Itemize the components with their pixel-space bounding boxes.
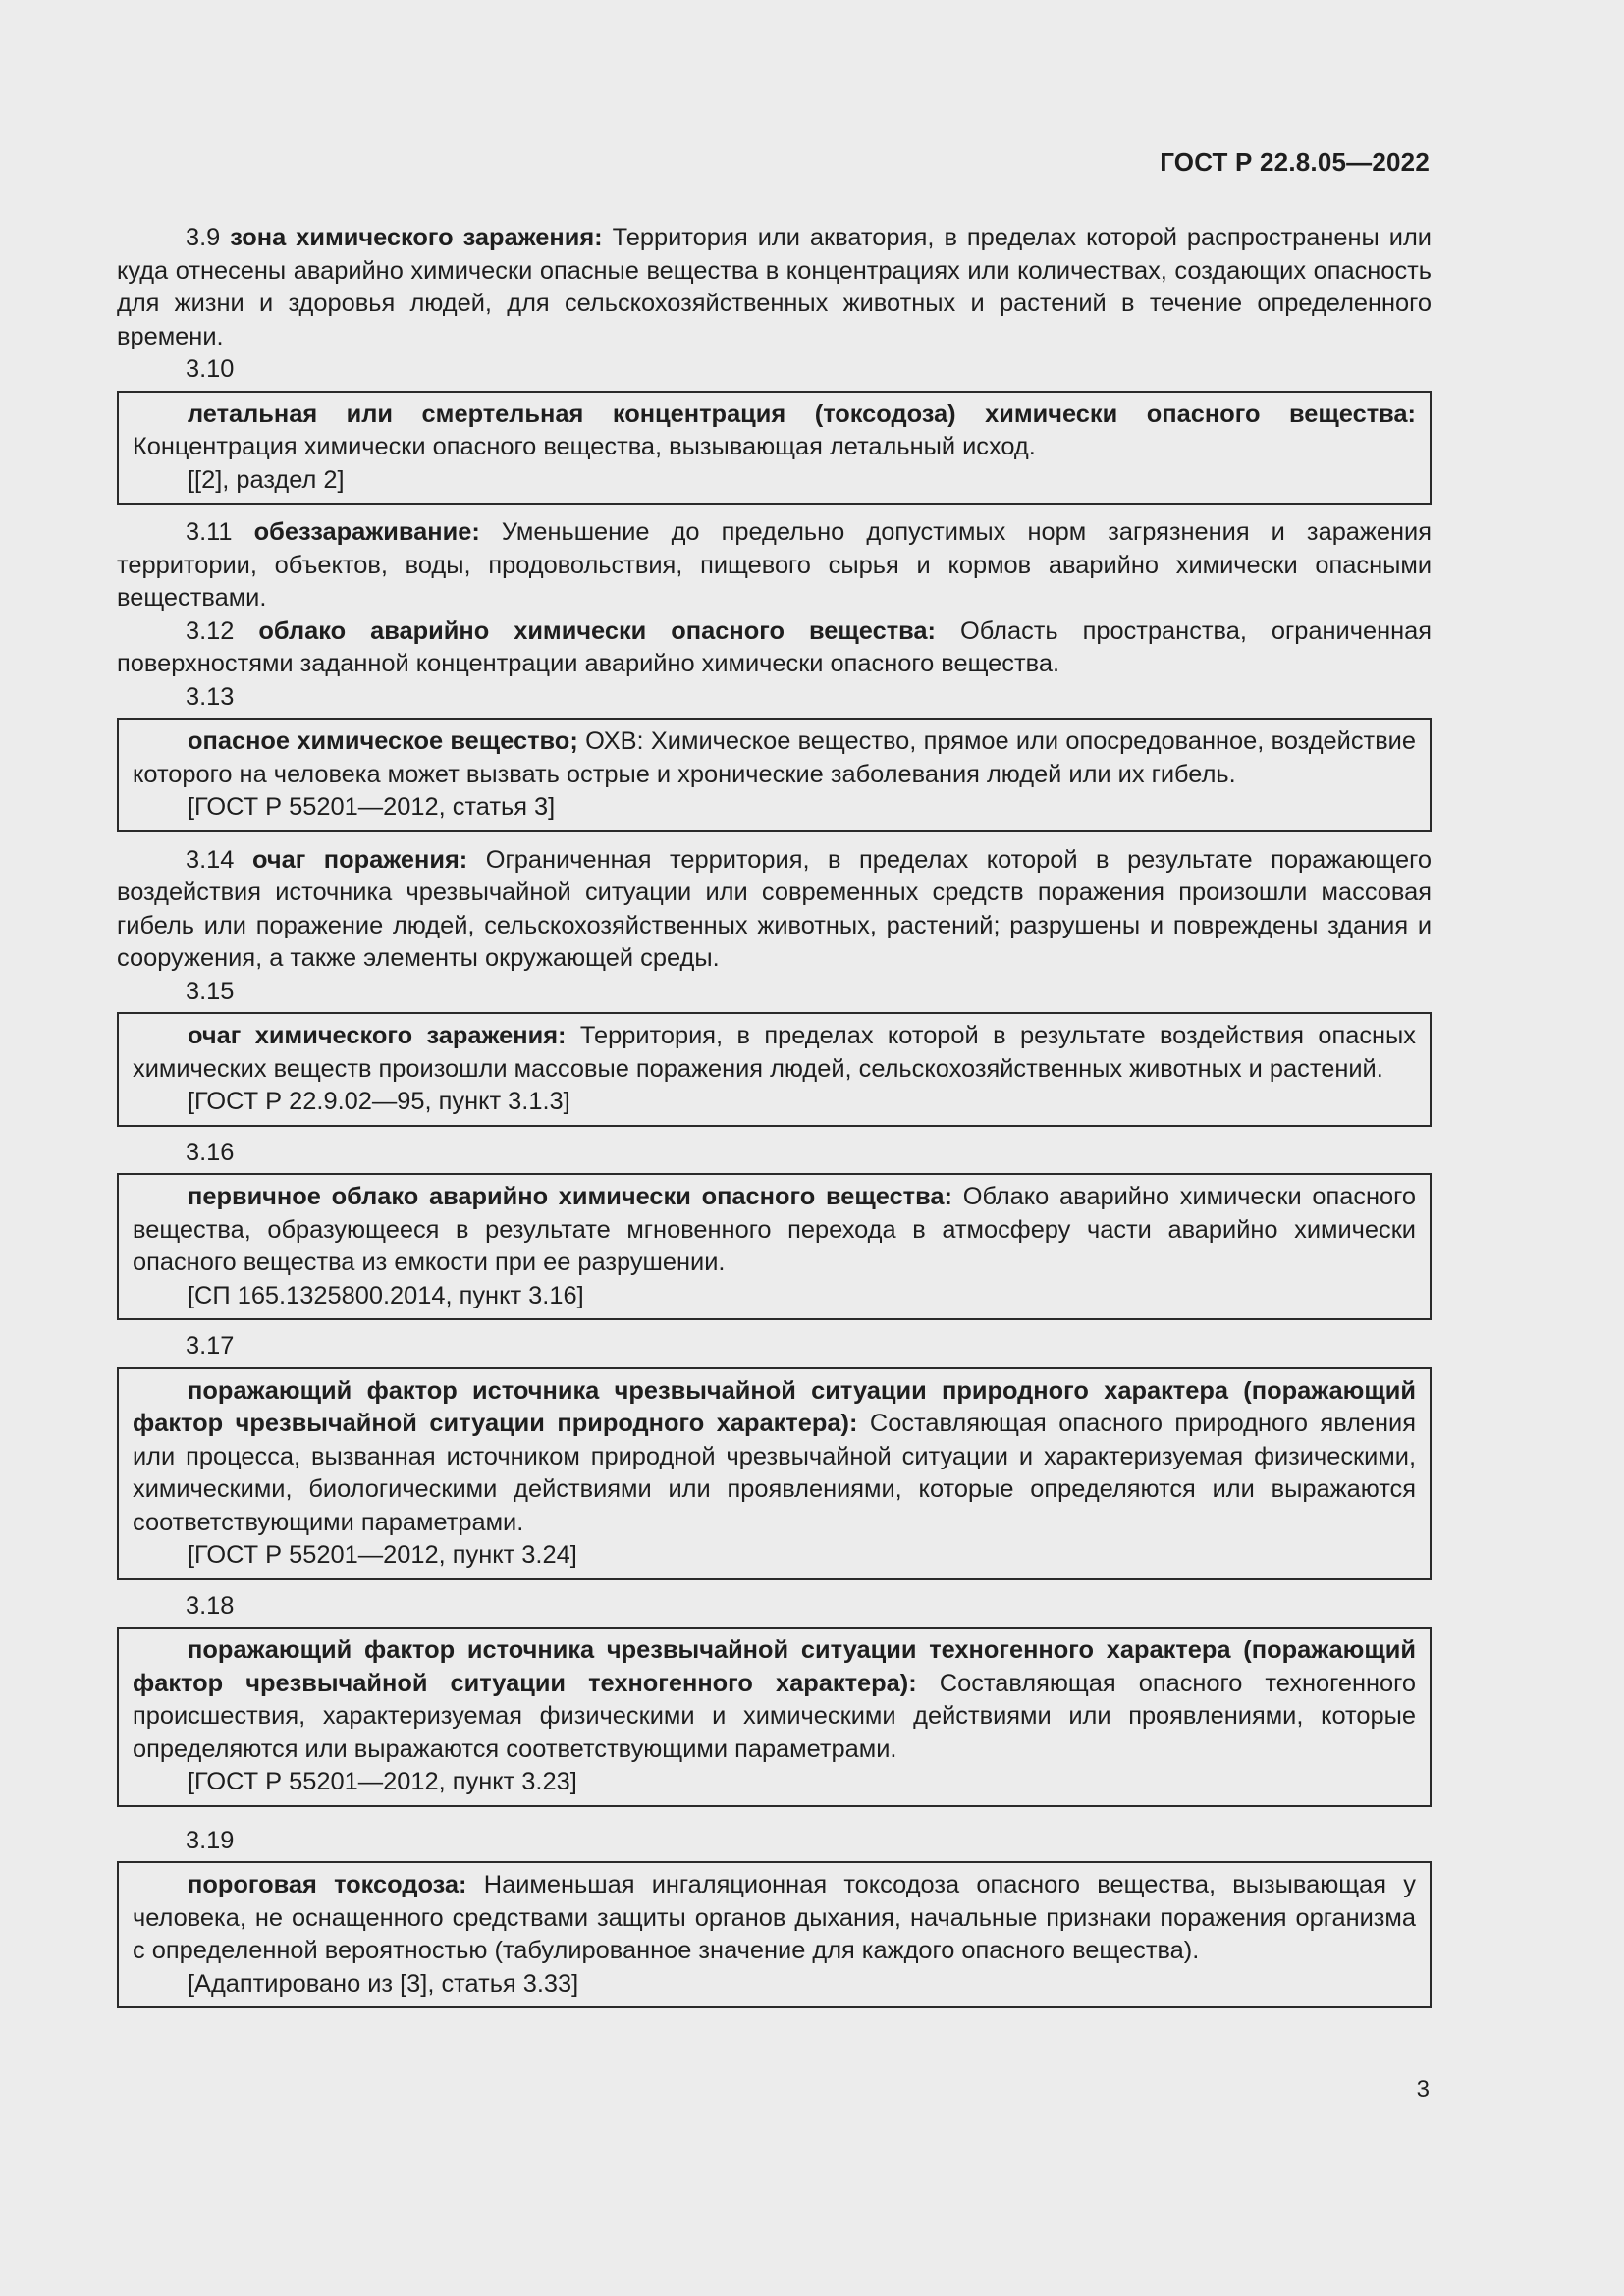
term-title: облако аварийно химически опасного вещества:	[258, 616, 936, 645]
term-box-3-19: пороговая токсодоза: Наименьшая ингаляционная токсодоза опасного вещества, вызывающая у человека, не оснащенного средствами защиты органов дыхания, начальные признаки поражения организма с определенной вероятностью (табулированное значение для каждого опасного вещества). [Адаптировано из [3], статья 3.33]	[117, 1861, 1432, 2008]
term-title: опасное химическое вещество;	[188, 727, 578, 755]
term-box-3-16: первичное облако аварийно химически опасного вещества: Облако аварийно химически опасного вещества, образующееся в результате мгновенного перехода в атмосферу части аварийно химически опасного вещества из емкости при ее разрушении. [СП 165.1325800.2014, пункт 3.16]	[117, 1173, 1432, 1320]
term-title: обеззараживание:	[253, 518, 480, 546]
term-box-3-13: опасное химическое вещество; ОХВ: Химическое вещество, прямое или опосредованное, воздействие которого на человека может вызвать острые и хронические заболевания людей или их гибель. [ГОСТ Р 55201—2012, статья 3]	[117, 718, 1432, 832]
term-source: [ГОСТ Р 55201—2012, пункт 3.24]	[188, 1541, 577, 1569]
standard-designation: ГОСТ Р 22.8.05—2022	[1160, 147, 1430, 177]
term-box-3-17: поражающий фактор источника чрезвычайной ситуации природного характера (поражающий фактор чрезвычайной ситуации природного характера): Составляющая опасного природного явления или процесса, вызванная источником природной чрезвычайной ситуации и характеризуемая физическими, химическими, биологическими действиями или проявлениями, которые определяются или выражаются соответствующими параметрами. [ГОСТ Р 55201—2012, пункт 3.24]	[117, 1367, 1432, 1580]
term-title: очаг химического заражения:	[188, 1022, 567, 1049]
term-source: [СП 165.1325800.2014, пункт 3.16]	[188, 1281, 584, 1309]
term-number: 3.15	[186, 977, 235, 1005]
term-title: пороговая токсодоза:	[188, 1871, 467, 1898]
term-source: [ГОСТ Р 22.9.02—95, пункт 3.1.3]	[188, 1088, 570, 1115]
term-title: очаг поражения:	[251, 845, 468, 874]
term-box-3-18: поражающий фактор источника чрезвычайной ситуации техногенного характера (поражающий фактор чрезвычайной ситуации техногенного характера): Составляющая опасного техногенного происшествия, характеризуемая физическими и химическими действиями или проявлениями, которые определяются или выражаются соответствующими параметрами. [ГОСТ Р 55201—2012, пункт 3.23]	[117, 1627, 1432, 1807]
term-number: 3.10	[186, 355, 235, 383]
term-box-3-10: летальная или смертельная концентрация (токсодоза) химически опасного вещества: Концентрация химически опасного вещества, вызывающая летальный исход. [[2], раздел 2]	[117, 391, 1432, 506]
term-number: 3.16	[186, 1138, 235, 1166]
term-3-11: 3.11 обеззараживание: Уменьшение до предельно допустимых норм загрязнения и заражения территории, объектов, воды, продовольствия, пищевого сырья и кормов аварийно химически опасными веществами.	[117, 518, 1432, 612]
term-number: 3.19	[186, 1826, 235, 1854]
term-3-9: 3.9 зона химического заражения: Территория или акватория, в пределах которой распространены или куда отнесены аварийно химически опасные вещества в концентрациях или количествах, создающих опасность для жизни и здоровья людей, для сельскохозяйственных животных и растений в течение определенного времени.	[117, 224, 1432, 350]
term-title: зона химического заражения:	[230, 224, 603, 251]
term-source: [[2], раздел 2]	[188, 465, 345, 494]
document-body	[117, 222, 1432, 2014]
term-title: летальная или смертельная концентрация (токсодоза) химически опасного вещества:	[188, 400, 1416, 428]
term-title: поражающий фактор источника чрезвычайной ситуации природного характера (поражающий фактор чрезвычайной ситуации природного характера):	[133, 1376, 1416, 1437]
term-title: первичное облако аварийно химически опасного вещества:	[188, 1183, 952, 1210]
term-3-14: 3.14 очаг поражения: Ограниченная территория, в пределах которой в результате поражающего воздействия источника чрезвычайной ситуации или современных средств поражения произошли массовая гибель или поражение людей, сельскохозяйственных животных, растений; разрушены и повреждены здания и сооружения, а также элементы окружающей среды.	[117, 845, 1433, 972]
term-3-12: 3.12 облако аварийно химически опасного вещества: Область пространства, ограниченная поверхностями заданной концентрации аварийно химически опасного вещества.	[117, 616, 1432, 677]
term-source: [ГОСТ Р 55201—2012, пункт 3.23]	[188, 1768, 577, 1795]
term-number: 3.13	[186, 682, 235, 711]
term-box-3-15: очаг химического заражения: Территория, в пределах которой в результате воздействия опасных химических веществ произошли массовые поражения людей, сельскохозяйственных животных и растений. [ГОСТ Р 22.9.02—95, пункт 3.1.3]	[117, 1012, 1432, 1127]
term-title: поражающий фактор источника чрезвычайной ситуации техногенного характера (поражающий фактор чрезвычайной ситуации техногенного характера):	[133, 1636, 1416, 1697]
term-number: 3.17	[186, 1332, 235, 1360]
page-number: 3	[1416, 2076, 1430, 2103]
term-source: [ГОСТ Р 55201—2012, статья 3]	[188, 793, 556, 821]
term-source: [Адаптировано из [3], статья 3.33]	[188, 1969, 579, 1998]
term-number: 3.18	[186, 1591, 235, 1620]
